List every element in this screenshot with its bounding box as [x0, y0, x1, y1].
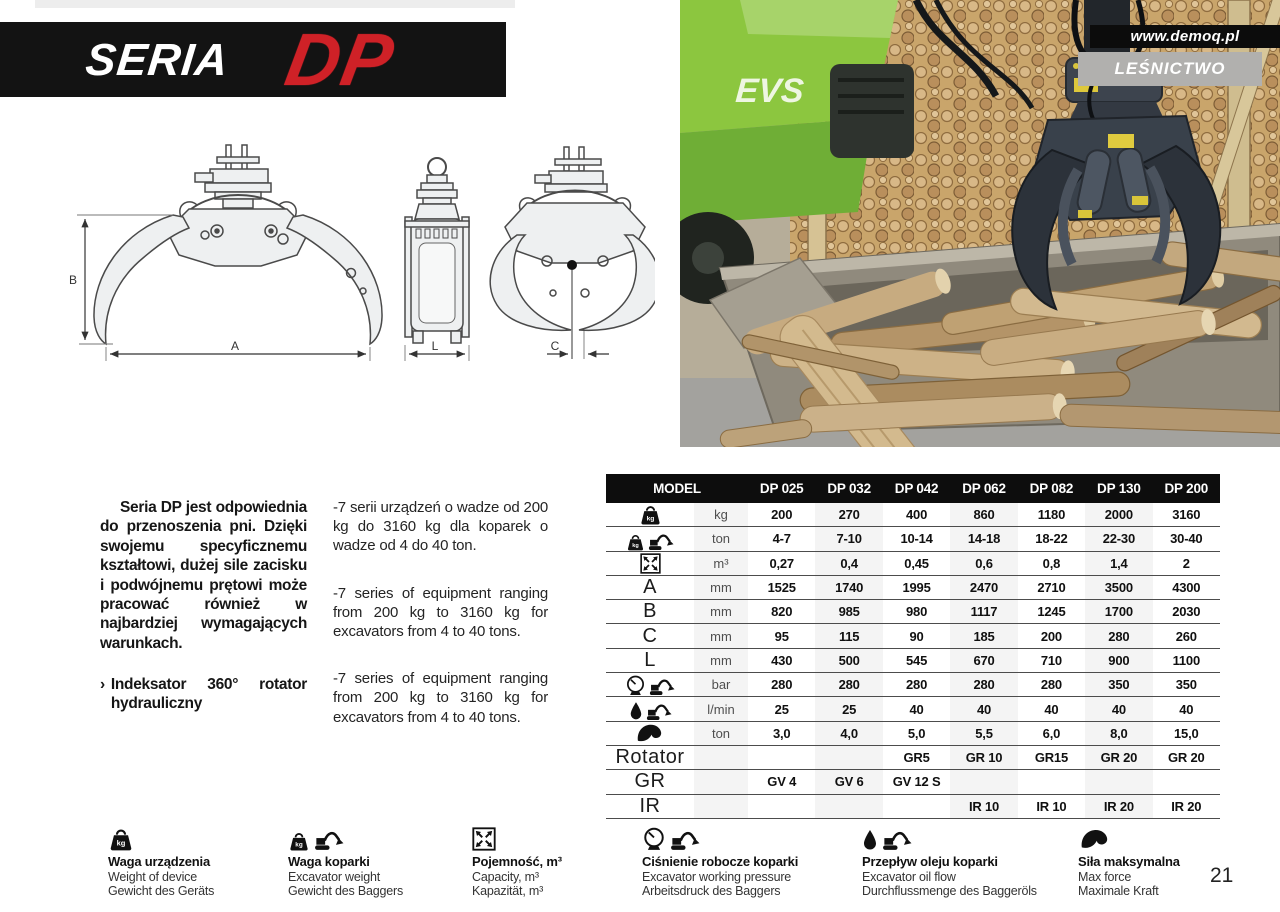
value-cell: 2000 — [1085, 503, 1152, 526]
dim-c-reference-point — [567, 260, 577, 270]
value-cell: GR 20 — [1167, 750, 1205, 766]
value-cell — [1085, 770, 1152, 793]
category-label: LEŚNICTWO — [1114, 59, 1226, 78]
legend-excavator-weight — [288, 821, 403, 899]
legend-capacity — [472, 821, 562, 899]
table-row-rotator — [606, 746, 1220, 770]
value-cell: 350 — [1085, 673, 1152, 696]
value-cell: 3160 — [1172, 507, 1201, 523]
technical-drawings — [55, 135, 655, 385]
dim-label-cell: A — [643, 576, 657, 599]
value-cell — [883, 795, 950, 818]
value-cell: 1995 — [902, 580, 931, 596]
legend-line: Durchflussmenge des Baggeröls — [862, 884, 1037, 899]
value-cell: 270 — [815, 503, 882, 526]
unit-cell: ton — [694, 722, 748, 745]
unit-cell: mm — [694, 649, 748, 672]
model-header: MODEL — [653, 481, 701, 496]
page-number: 21 — [1210, 864, 1234, 887]
value-cell: 430 — [771, 652, 793, 668]
value-cell: 280 — [1040, 677, 1062, 693]
value-cell: 40 — [1179, 701, 1194, 717]
oil-flow-icon — [606, 697, 694, 720]
column-header: DP 062 — [962, 481, 1006, 496]
value-cell: 90 — [909, 628, 924, 644]
value-cell: 25 — [815, 697, 882, 720]
table-header-row — [606, 474, 1220, 503]
unit-cell — [694, 795, 748, 818]
dim-label-c: C — [550, 339, 560, 353]
intro-translation-column — [333, 498, 548, 755]
max-force-icon — [606, 722, 694, 745]
value-cell — [1018, 770, 1085, 793]
dim-label-l: L — [431, 339, 439, 353]
column-header: DP 032 — [827, 481, 871, 496]
legend-title: Pojemność, m³ — [472, 854, 562, 869]
bullet-marker: › — [100, 676, 105, 693]
unit-cell: m³ — [694, 552, 748, 575]
value-cell: 7-10 — [815, 527, 882, 550]
capacity-icon — [472, 821, 562, 851]
value-cell: 710 — [1040, 652, 1062, 668]
legend-title: Waga urządzenia — [108, 854, 210, 869]
value-cell: 280 — [950, 673, 1017, 696]
series-code: DP — [279, 17, 401, 101]
intro-paragraph-en2: -7 series of equipment ranging from 200 kg to 3160 kg for excavators from 4 to 40 tons. — [333, 670, 548, 726]
table-row-gr — [606, 770, 1220, 794]
value-cell: GV 4 — [767, 774, 797, 790]
unit-cell: bar — [694, 673, 748, 696]
table-row-capacity — [606, 552, 1220, 576]
column-header: DP 025 — [759, 481, 804, 496]
value-cell: 670 — [950, 649, 1017, 672]
value-cell: 900 — [1085, 649, 1152, 672]
value-cell: 40 — [909, 701, 924, 717]
value-cell: 5,0 — [907, 725, 926, 741]
value-cell: 985 — [815, 600, 882, 623]
value-cell: 185 — [950, 624, 1017, 647]
value-cell: GV 12 S — [892, 774, 941, 790]
excavator-weight-icon — [288, 821, 403, 851]
table-row-device-weight — [606, 503, 1220, 527]
unit-cell: ton — [694, 527, 748, 550]
value-cell: 40 — [950, 697, 1017, 720]
drawing-front-open — [94, 145, 382, 344]
value-cell: 500 — [815, 649, 882, 672]
value-cell: 0,6 — [950, 552, 1017, 575]
table-row-dim-b — [606, 600, 1220, 624]
table-row-dim-c — [606, 624, 1220, 648]
value-cell — [1153, 770, 1220, 793]
legend-max-force — [1078, 821, 1180, 899]
column-header: DP 082 — [1029, 481, 1074, 496]
value-cell — [815, 746, 882, 769]
value-cell: 350 — [1175, 677, 1197, 693]
value-cell — [748, 746, 815, 769]
gr-label-cell: GR — [634, 770, 666, 793]
legend-line: Gewicht des Geräts — [108, 884, 215, 899]
value-cell: 2 — [1182, 555, 1190, 571]
value-cell: 15,0 — [1174, 725, 1199, 741]
value-cell — [748, 795, 815, 818]
series-label: SERIA — [83, 33, 232, 85]
value-cell: 18-22 — [1035, 531, 1068, 547]
pressure-icon — [606, 673, 694, 696]
value-cell: 6,0 — [1042, 725, 1061, 741]
unit-cell: mm — [694, 600, 748, 623]
value-cell: 40 — [1085, 697, 1152, 720]
intro-polish-column — [100, 498, 307, 714]
intro-paragraph-pl2: -7 serii urządzeń o wadze od 200 kg do 3160 kg dla koparek o wadze od 4 do 40 ton. — [333, 499, 548, 555]
device-weight-icon — [108, 821, 214, 851]
value-cell: 4300 — [1172, 580, 1201, 596]
table-row-dim-a — [606, 576, 1220, 600]
legend-title: Waga koparki — [288, 854, 370, 869]
legend-pressure — [642, 821, 798, 899]
intro-paragraph-pl: Seria DP jest odpowiednia do przenoszenia pni. Dzięki swojemu specyficznemu kształtowi, dużej sile zacisku i podwójnemu prętowi może pracować również w najbardziej wymagających warunkach. — [100, 499, 307, 652]
value-cell: IR 10 — [1036, 798, 1067, 814]
value-cell: 115 — [815, 624, 882, 647]
value-cell: GR5 — [903, 750, 930, 766]
value-cell: 2470 — [950, 576, 1017, 599]
value-cell: 25 — [774, 701, 789, 717]
value-cell: 280 — [906, 677, 928, 693]
max-force-icon — [1078, 821, 1180, 851]
value-cell: 280 — [1085, 624, 1152, 647]
table-row-pressure — [606, 673, 1220, 697]
value-cell: 4-7 — [772, 531, 791, 547]
feature-bullet — [100, 675, 307, 714]
value-cell: 200 — [1040, 628, 1062, 644]
value-cell: 1740 — [815, 576, 882, 599]
value-cell: 14-18 — [950, 527, 1017, 550]
warning-label — [1108, 134, 1134, 148]
unit-cell: mm — [694, 624, 748, 647]
spec-table — [606, 474, 1220, 819]
value-cell: IR 10 — [950, 795, 1017, 818]
legend-line: Excavator oil flow — [862, 869, 956, 884]
value-cell: 1525 — [767, 580, 796, 596]
bullet-text: Indeksator 360° rotator hydrauliczny — [110, 676, 307, 713]
value-cell: 0,8 — [1042, 555, 1061, 571]
column-header: DP 200 — [1164, 481, 1209, 496]
table-row-oil-flow — [606, 697, 1220, 721]
value-cell: 40 — [1044, 701, 1059, 717]
value-cell: 3500 — [1085, 576, 1152, 599]
value-cell: 1700 — [1085, 600, 1152, 623]
value-cell: 1245 — [1037, 604, 1066, 620]
legend-line: Gewicht des Baggers — [288, 884, 404, 899]
column-header: DP 042 — [894, 481, 939, 496]
unit-cell: mm — [694, 576, 748, 599]
intro-paragraph-en1: -7 series of equipment ranging from 200 kg to 3160 kg for excavators from 4 to 40 tons. — [333, 584, 548, 640]
legend-line: Excavator weight — [288, 869, 380, 884]
dim-label-cell: C — [642, 624, 658, 647]
oil-flow-icon — [862, 821, 1037, 851]
dim-label-b: B — [69, 273, 78, 287]
value-cell: 860 — [950, 503, 1017, 526]
value-cell: IR 20 — [1085, 795, 1152, 818]
rotator-label-cell: Rotator — [615, 746, 685, 769]
value-cell: 22-30 — [1085, 527, 1152, 550]
legend-line: Excavator working pressure — [642, 869, 792, 884]
value-cell: 1180 — [1037, 507, 1066, 523]
machine-brand-text: EVS — [734, 72, 805, 110]
dim-label-cell: L — [644, 648, 656, 671]
table-row-dim-l — [606, 649, 1220, 673]
table-row-max-force — [606, 722, 1220, 746]
value-cell: 280 — [771, 677, 793, 693]
column-header: DP 130 — [1097, 481, 1141, 496]
value-cell: GV 6 — [815, 770, 882, 793]
legend-line: Weight of device — [108, 869, 197, 884]
value-cell: 30-40 — [1170, 531, 1203, 547]
table-row-ir — [606, 795, 1220, 819]
legend-title: Siła maksymalna — [1078, 854, 1180, 869]
value-cell: 260 — [1175, 628, 1197, 644]
series-logo-banner — [0, 17, 506, 101]
value-cell: GR15 — [1034, 750, 1068, 766]
value-cell: 4,0 — [815, 722, 882, 745]
value-cell: 95 — [774, 628, 789, 644]
value-cell: 2030 — [1172, 604, 1201, 620]
drawing-side-view — [405, 158, 469, 343]
unit-cell — [694, 746, 748, 769]
value-cell: 400 — [906, 507, 928, 523]
ir-label-cell: IR — [639, 794, 661, 817]
value-cell: 10-14 — [900, 531, 933, 547]
value-cell: 2710 — [1037, 580, 1066, 596]
value-cell: 8,0 — [1085, 722, 1152, 745]
legend-line: Kapazität, m³ — [472, 884, 544, 899]
legend-line: Capacity, m³ — [472, 869, 539, 884]
value-cell: 5,5 — [950, 722, 1017, 745]
website-banner — [1090, 25, 1280, 48]
scan-edge-strip — [35, 0, 515, 8]
legend-title: Ciśnienie robocze koparki — [642, 854, 799, 869]
value-cell: 820 — [771, 604, 793, 620]
legend-oil-flow — [862, 821, 1037, 899]
legend-device-weight — [108, 821, 214, 899]
pressure-icon — [642, 821, 798, 851]
legend-line: Arbeitsdruck des Baggers — [642, 884, 781, 899]
website-url: www.demoq.pl — [1130, 28, 1240, 45]
value-cell: 0,4 — [815, 552, 882, 575]
excavator-weight-icon — [606, 527, 694, 550]
legend-line: Max force — [1078, 869, 1132, 884]
value-cell: 0,45 — [904, 555, 929, 571]
value-cell: 1,4 — [1085, 552, 1152, 575]
value-cell: 980 — [906, 604, 928, 620]
dim-label-a: A — [230, 339, 240, 353]
table-row-excavator-weight — [606, 527, 1220, 551]
value-cell: IR 20 — [1171, 798, 1202, 814]
legend-title: Przepływ oleju koparki — [862, 854, 998, 869]
unit-cell: l/min — [694, 697, 748, 720]
category-banner — [1078, 52, 1262, 86]
value-cell: 3,0 — [772, 725, 791, 741]
device-weight-icon — [606, 503, 694, 526]
capacity-icon — [606, 552, 694, 575]
value-cell: 545 — [906, 652, 928, 668]
value-cell: GR 10 — [950, 746, 1017, 769]
value-cell: GR 20 — [1085, 746, 1152, 769]
value-cell: 200 — [771, 507, 793, 523]
unit-cell: kg — [694, 503, 748, 526]
dim-label-cell: B — [643, 600, 657, 623]
drawing-front-closed — [490, 147, 655, 330]
value-cell: 1100 — [1172, 652, 1200, 668]
value-cell — [950, 770, 1017, 793]
value-cell: 1117 — [950, 600, 1017, 623]
value-cell: 0,27 — [769, 555, 794, 571]
value-cell: 280 — [815, 673, 882, 696]
legend-line: Maximale Kraft — [1078, 884, 1159, 899]
unit-cell — [694, 770, 748, 793]
value-cell — [815, 795, 882, 818]
